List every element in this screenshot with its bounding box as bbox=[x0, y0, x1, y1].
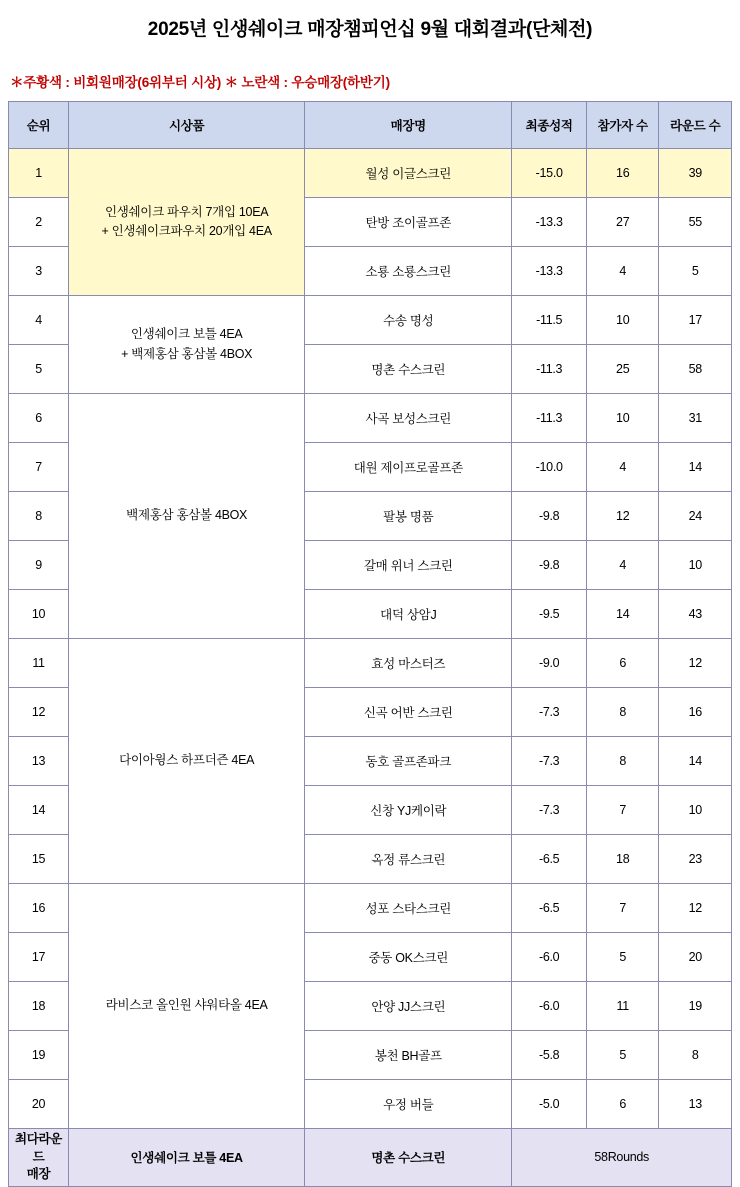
table-row bbox=[9, 394, 732, 443]
cell-store: 수송 명성 bbox=[305, 296, 512, 345]
cell-score: -11.3 bbox=[512, 394, 587, 443]
col-header-participants: 참가자 수 bbox=[586, 102, 659, 149]
cell-rounds: 12 bbox=[659, 884, 732, 933]
cell-participants: 7 bbox=[586, 884, 659, 933]
cell-participants: 27 bbox=[586, 198, 659, 247]
cell-score: -7.3 bbox=[512, 786, 587, 835]
cell-rank: 20 bbox=[9, 1080, 69, 1129]
cell-score: -13.3 bbox=[512, 247, 587, 296]
cell-participants: 18 bbox=[586, 835, 659, 884]
cell-rounds: 10 bbox=[659, 541, 732, 590]
cell-store: 팔봉 명품 bbox=[305, 492, 512, 541]
cell-score: -6.5 bbox=[512, 884, 587, 933]
table-row bbox=[9, 296, 732, 345]
cell-rank: 12 bbox=[9, 688, 69, 737]
cell-rank: 14 bbox=[9, 786, 69, 835]
cell-rounds: 14 bbox=[659, 443, 732, 492]
results-table bbox=[8, 101, 732, 1187]
cell-store: 성포 스타스크린 bbox=[305, 884, 512, 933]
cell-prize: 인생쉐이크 파우치 7개입 10EA + 인생쉐이크파우치 20개입 4EA bbox=[69, 149, 305, 296]
cell-score: -10.0 bbox=[512, 443, 587, 492]
cell-rounds: 10 bbox=[659, 786, 732, 835]
header-row bbox=[9, 102, 732, 149]
cell-rounds: 19 bbox=[659, 982, 732, 1031]
col-header-rounds: 라운드 수 bbox=[659, 102, 732, 149]
cell-rounds: 17 bbox=[659, 296, 732, 345]
cell-participants: 7 bbox=[586, 786, 659, 835]
cell-rounds: 58 bbox=[659, 345, 732, 394]
cell-participants: 5 bbox=[586, 1031, 659, 1080]
table-row bbox=[9, 884, 732, 933]
cell-rounds: 31 bbox=[659, 394, 732, 443]
table-body bbox=[9, 149, 732, 1129]
cell-store: 소룡 소룡스크린 bbox=[305, 247, 512, 296]
cell-store: 효성 마스터즈 bbox=[305, 639, 512, 688]
cell-score: -13.3 bbox=[512, 198, 587, 247]
cell-store: 동호 골프존파크 bbox=[305, 737, 512, 786]
cell-store: 명촌 수스크린 bbox=[305, 345, 512, 394]
cell-rounds: 5 bbox=[659, 247, 732, 296]
cell-rank: 2 bbox=[9, 198, 69, 247]
cell-rank: 11 bbox=[9, 639, 69, 688]
cell-score: -9.8 bbox=[512, 541, 587, 590]
cell-rank: 9 bbox=[9, 541, 69, 590]
cell-score: -7.3 bbox=[512, 688, 587, 737]
cell-rounds: 12 bbox=[659, 639, 732, 688]
cell-prize: 인생쉐이크 보틀 4EA + 백제홍삼 홍삼볼 4BOX bbox=[69, 296, 305, 394]
cell-rank: 13 bbox=[9, 737, 69, 786]
cell-score: -11.3 bbox=[512, 345, 587, 394]
cell-store: 탄방 조이골프존 bbox=[305, 198, 512, 247]
cell-score: -9.0 bbox=[512, 639, 587, 688]
cell-rank: 6 bbox=[9, 394, 69, 443]
cell-rank: 15 bbox=[9, 835, 69, 884]
cell-score: -6.0 bbox=[512, 933, 587, 982]
cell-rounds: 14 bbox=[659, 737, 732, 786]
cell-rounds: 13 bbox=[659, 1080, 732, 1129]
cell-store: 봉천 BH골프 bbox=[305, 1031, 512, 1080]
cell-rounds: 20 bbox=[659, 933, 732, 982]
col-header-rank: 순위 bbox=[9, 102, 69, 149]
legend-note: ＊주황색 : 비회원매장(6위부터 시상) ＊ 노란색 : 우승매장(하반기) bbox=[10, 75, 390, 90]
col-header-score: 최종성적 bbox=[512, 102, 587, 149]
cell-store: 안양 JJ스크린 bbox=[305, 982, 512, 1031]
cell-participants: 8 bbox=[586, 737, 659, 786]
cell-rank: 8 bbox=[9, 492, 69, 541]
cell-rank: 4 bbox=[9, 296, 69, 345]
cell-score: -9.5 bbox=[512, 590, 587, 639]
col-header-store: 매장명 bbox=[305, 102, 512, 149]
cell-rounds: 43 bbox=[659, 590, 732, 639]
cell-rounds: 16 bbox=[659, 688, 732, 737]
cell-prize: 다이아윙스 하프더즌 4EA bbox=[69, 639, 305, 884]
cell-rank: 19 bbox=[9, 1031, 69, 1080]
cell-rank: 10 bbox=[9, 590, 69, 639]
cell-participants: 11 bbox=[586, 982, 659, 1031]
cell-participants: 25 bbox=[586, 345, 659, 394]
cell-participants: 4 bbox=[586, 443, 659, 492]
cell-rank: 18 bbox=[9, 982, 69, 1031]
cell-participants: 14 bbox=[586, 590, 659, 639]
cell-store: 대원 제이프로골프존 bbox=[305, 443, 512, 492]
cell-prize: 백제홍삼 홍삼볼 4BOX bbox=[69, 394, 305, 639]
cell-score: -9.8 bbox=[512, 492, 587, 541]
cell-participants: 4 bbox=[586, 247, 659, 296]
cell-participants: 5 bbox=[586, 933, 659, 982]
footer-prize: 인생쉐이크 보틀 4EA bbox=[69, 1129, 305, 1187]
cell-store: 중동 OK스크린 bbox=[305, 933, 512, 982]
page-title: 2025년 인생쉐이크 매장챔피언십 9월 대회결과(단체전) bbox=[147, 19, 593, 40]
cell-score: -11.5 bbox=[512, 296, 587, 345]
table-row bbox=[9, 639, 732, 688]
cell-participants: 12 bbox=[586, 492, 659, 541]
cell-store: 월성 이글스크린 bbox=[305, 149, 512, 198]
cell-store: 신곡 어반 스크린 bbox=[305, 688, 512, 737]
cell-score: -6.0 bbox=[512, 982, 587, 1031]
cell-participants: 6 bbox=[586, 1080, 659, 1129]
table-header bbox=[9, 102, 732, 149]
footer-row bbox=[9, 1129, 732, 1187]
table-footer bbox=[9, 1129, 732, 1187]
cell-rank: 7 bbox=[9, 443, 69, 492]
cell-participants: 16 bbox=[586, 149, 659, 198]
cell-participants: 10 bbox=[586, 394, 659, 443]
cell-rounds: 8 bbox=[659, 1031, 732, 1080]
cell-store: 갈매 위너 스크린 bbox=[305, 541, 512, 590]
cell-participants: 8 bbox=[586, 688, 659, 737]
cell-score: -6.5 bbox=[512, 835, 587, 884]
cell-rank: 1 bbox=[9, 149, 69, 198]
cell-rounds: 55 bbox=[659, 198, 732, 247]
cell-score: -15.0 bbox=[512, 149, 587, 198]
cell-rank: 17 bbox=[9, 933, 69, 982]
cell-rank: 3 bbox=[9, 247, 69, 296]
cell-score: -7.3 bbox=[512, 737, 587, 786]
cell-rank: 16 bbox=[9, 884, 69, 933]
cell-rounds: 39 bbox=[659, 149, 732, 198]
footer-label: 최다라운드 매장 bbox=[9, 1129, 69, 1187]
cell-prize: 라비스코 올인원 샤워타올 4EA bbox=[69, 884, 305, 1129]
footer-value: 58Rounds bbox=[512, 1129, 732, 1187]
cell-store: 우정 버들 bbox=[305, 1080, 512, 1129]
cell-store: 신창 YJ케이락 bbox=[305, 786, 512, 835]
cell-store: 사곡 보성스크린 bbox=[305, 394, 512, 443]
cell-participants: 4 bbox=[586, 541, 659, 590]
table-row bbox=[9, 149, 732, 198]
cell-rounds: 24 bbox=[659, 492, 732, 541]
cell-rank: 5 bbox=[9, 345, 69, 394]
cell-participants: 6 bbox=[586, 639, 659, 688]
cell-score: -5.8 bbox=[512, 1031, 587, 1080]
cell-store: 대덕 상암J bbox=[305, 590, 512, 639]
cell-participants: 10 bbox=[586, 296, 659, 345]
cell-score: -5.0 bbox=[512, 1080, 587, 1129]
footer-store: 명촌 수스크린 bbox=[305, 1129, 512, 1187]
cell-store: 옥정 류스크린 bbox=[305, 835, 512, 884]
col-header-prize: 시상품 bbox=[69, 102, 305, 149]
cell-rounds: 23 bbox=[659, 835, 732, 884]
